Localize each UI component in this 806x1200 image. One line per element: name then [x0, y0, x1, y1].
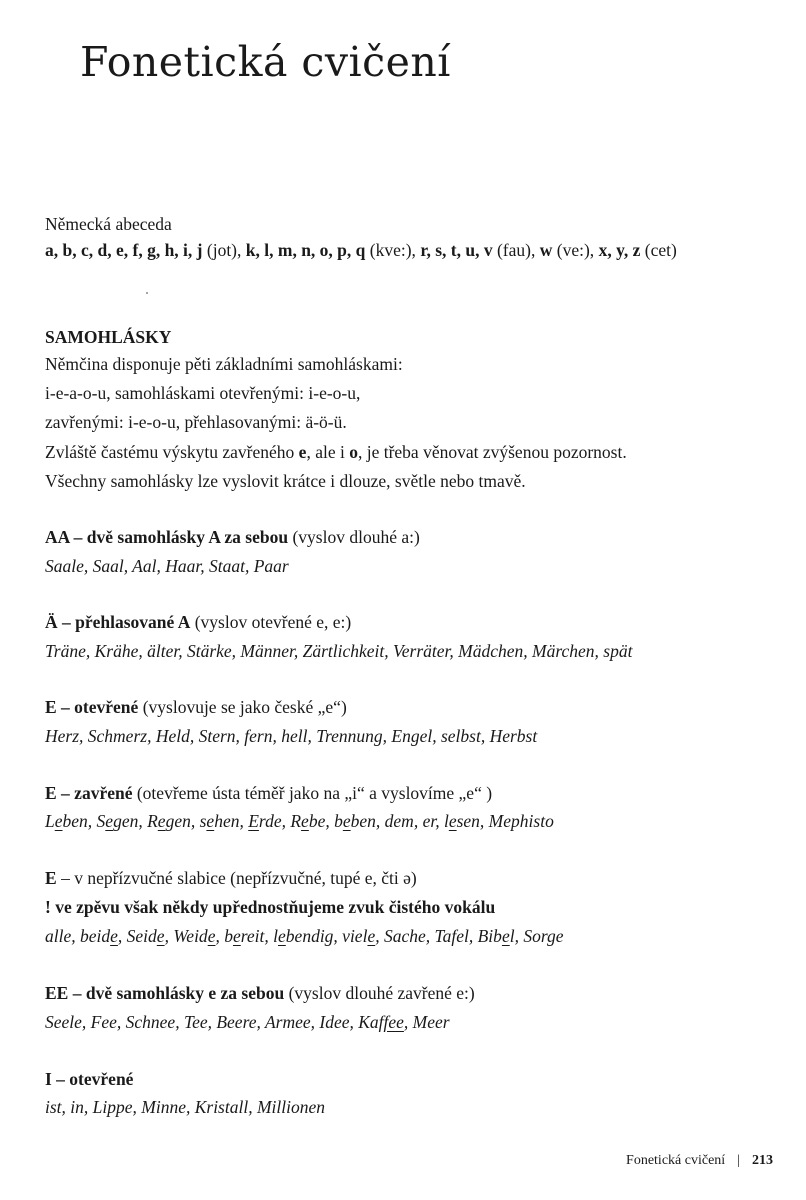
- example-run: e: [501, 926, 510, 946]
- heading-run: E – otevřené: [45, 697, 139, 717]
- example-run: , Seid: [117, 926, 157, 946]
- heading-run: (vyslov otevřené e, e:): [190, 612, 352, 632]
- heading-run: Ä – přehlasované A: [45, 612, 191, 632]
- alphabet-run: r, s, t, u, v: [420, 240, 493, 260]
- heading-run: – v nepřízvučné slabice (nepřízvučné, tupé e, čti ə): [56, 868, 417, 888]
- example-run: e: [448, 811, 457, 831]
- example-run: gen, R: [113, 811, 158, 831]
- heading-run: (vyslov dlouhé zavřené e:): [284, 983, 475, 1003]
- example-run: e: [301, 811, 309, 831]
- intro-line: [45, 354, 403, 375]
- example-run: rde, R: [258, 811, 302, 831]
- example-run: Herz, Schmerz, Held, Stern, fern, hell, Trennung, Engel, selbst, Herbst: [45, 726, 538, 746]
- heading-run: I – otevřené: [45, 1069, 134, 1089]
- section-heading: [45, 527, 420, 548]
- example-run: e: [232, 926, 241, 946]
- intro-run: Všechny samohlásky lze vyslovit krátce i dlouze, světle nebo tmavě.: [45, 471, 526, 491]
- example-run: alle, beid: [45, 926, 111, 946]
- example-run: reit, l: [240, 926, 279, 946]
- example-run: sen, Mephisto: [456, 811, 554, 831]
- example-run: e: [207, 926, 216, 946]
- alphabet-run: w: [539, 240, 553, 260]
- example-run: , b: [215, 926, 233, 946]
- scan-speck: [146, 292, 148, 294]
- heading-run: EE – dvě samohlásky e za sebou: [45, 983, 285, 1003]
- example-run: ben, dem, er, l: [350, 811, 449, 831]
- alphabet-run: (jot),: [202, 240, 246, 260]
- intro-line: [45, 471, 526, 492]
- example-run: ist, in, Lippe, Minne, Kristall, Millionen: [45, 1097, 325, 1117]
- alphabet-heading: Německá abeceda: [45, 214, 172, 234]
- heading-run: E – zavřené: [45, 783, 133, 803]
- example-run: , Sache, Tafel, Bib: [375, 926, 502, 946]
- intro-line: [45, 412, 347, 433]
- page-footer: [626, 1153, 773, 1169]
- example-words: [45, 641, 632, 662]
- intro-run: i-e-a-o-u, samohláskami otevřenými: i-e-o-u,: [45, 383, 361, 403]
- example-words: [45, 811, 554, 832]
- example-run: , Meer: [403, 1012, 450, 1032]
- page-title: Fonetická cvičení: [80, 38, 451, 86]
- example-run: Seele, Fee, Schnee, Tee, Beere, Armee, Idee, Kaf: [45, 1012, 384, 1032]
- intro-line: [45, 383, 360, 404]
- intro-run: o: [349, 442, 358, 462]
- example-run: e: [278, 926, 286, 946]
- intro-line: [45, 442, 627, 463]
- alphabet-line: [45, 240, 677, 261]
- section-heading: [45, 697, 347, 718]
- example-run: Träne, Krähe, älter, Stärke, Männer, Zärtlichkeit, Verräter, Mädchen, Märchen, spät: [45, 641, 633, 661]
- section-heading: [45, 612, 351, 633]
- example-words: [45, 726, 537, 747]
- example-run: bendig, viel: [285, 926, 368, 946]
- example-run: hen,: [214, 811, 249, 831]
- intro-run: Zvláště častému výskytu zavřeného: [45, 442, 299, 462]
- heading-run: (otevřeme ústa téměř jako na „i“ a vyslovíme „e“ ): [132, 783, 493, 803]
- example-words: [45, 1097, 325, 1118]
- example-run: e: [206, 811, 215, 831]
- section-heading: [45, 783, 492, 804]
- example-run: l, Sorge: [509, 926, 564, 946]
- example-run: e: [156, 926, 165, 946]
- alphabet-run: (ve:),: [552, 240, 599, 260]
- example-run: Saale, Saal, Aal, Haar, Staat, Paar: [45, 556, 289, 576]
- example-run: be, b: [308, 811, 343, 831]
- intro-run: , ale i: [306, 442, 350, 462]
- section-heading: [45, 868, 417, 889]
- alphabet-run: (kve:),: [365, 240, 421, 260]
- alphabet-run: x, y, z: [598, 240, 641, 260]
- alphabet-run: k, l, m, n, o, p, q: [245, 240, 366, 260]
- section-heading: [45, 983, 475, 1004]
- heading-run: E: [45, 868, 57, 888]
- alphabet-run: a, b, c, d, e, f, g, h, i, j: [45, 240, 203, 260]
- example-words: [45, 556, 289, 577]
- page-number: 213: [752, 1153, 773, 1168]
- intro-run: Němčina disponuje pěti základními samohláskami:: [45, 354, 403, 374]
- footer-section-title: Fonetická cvičení: [626, 1153, 726, 1168]
- example-run: e: [342, 811, 351, 831]
- example-run: gen, s: [165, 811, 207, 831]
- example-run: e: [54, 811, 63, 831]
- example-run: e: [110, 926, 118, 946]
- footer-separator: |: [737, 1153, 740, 1168]
- intro-run: e: [298, 442, 307, 462]
- section-note: ! ve zpěvu však někdy upřednostňujeme zvuk čistého vokálu: [45, 897, 496, 917]
- example-run: E: [248, 811, 259, 831]
- example-run: , Weid: [164, 926, 208, 946]
- example-run: fee: [383, 1012, 404, 1032]
- example-run: ben, S: [62, 811, 106, 831]
- example-words: [45, 926, 564, 947]
- section-heading: [45, 1069, 133, 1090]
- example-run: e: [157, 811, 166, 831]
- example-words: [45, 1012, 450, 1033]
- example-run: L: [45, 811, 55, 831]
- heading-run: (vyslovuje se jako české „e“): [138, 697, 347, 717]
- intro-run: , je třeba věnovat zvýšenou pozornost.: [357, 442, 627, 462]
- example-run: e: [367, 926, 376, 946]
- vowels-heading: SAMOHLÁSKY: [45, 327, 172, 347]
- heading-run: AA – dvě samohlásky A za sebou: [45, 527, 289, 547]
- example-run: e: [105, 811, 114, 831]
- alphabet-run: (cet): [640, 240, 677, 260]
- intro-run: zavřenými: i-e-o-u, přehlasovanými: ä-ö-ü.: [45, 412, 347, 432]
- alphabet-run: (fau),: [492, 240, 540, 260]
- heading-run: (vyslov dlouhé a:): [288, 527, 420, 547]
